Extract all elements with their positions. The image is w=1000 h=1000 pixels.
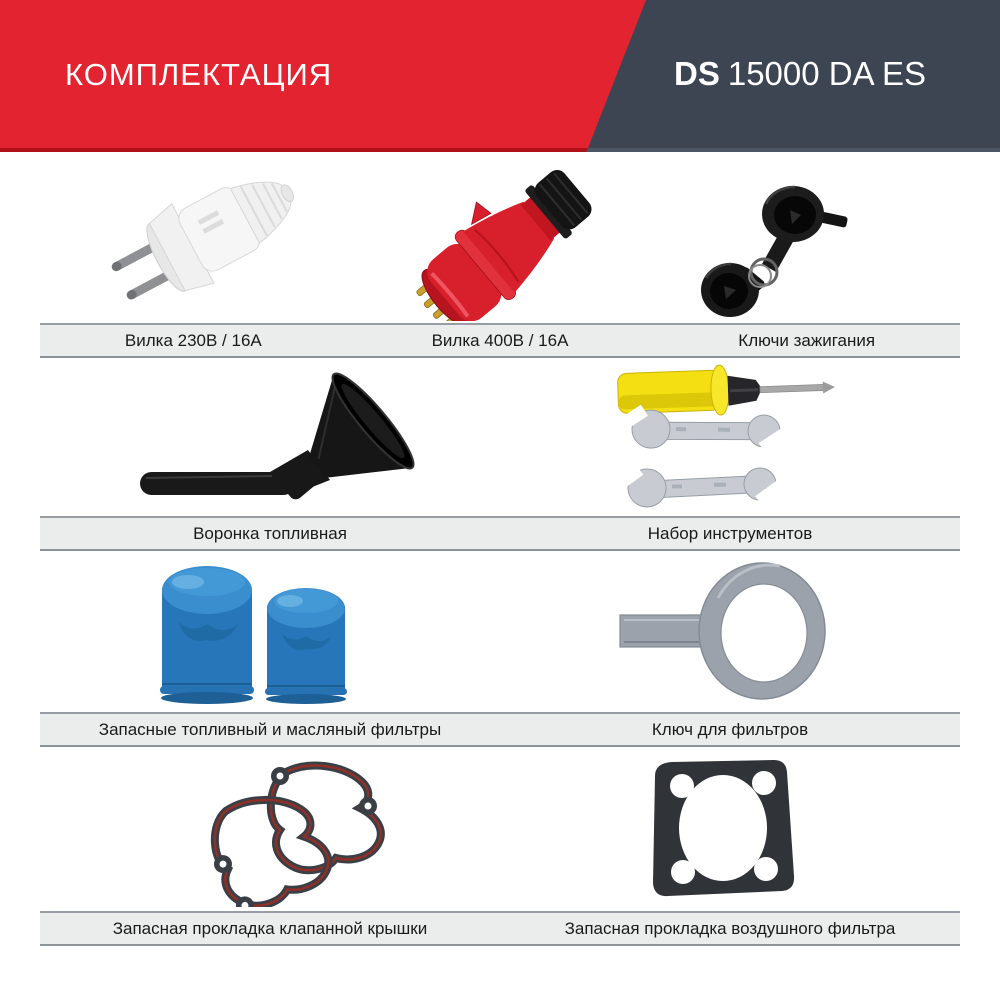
model-name xyxy=(674,55,926,93)
caption-valve-cover-gasket: Запасная прокладка клапанной крышки xyxy=(112,918,428,938)
page-title: КОМПЛЕКТАЦИЯ xyxy=(65,57,333,92)
caption-spare-filters: Запасные топливный и масляный фильтры xyxy=(98,719,442,739)
caption-bar-row2 xyxy=(40,516,960,551)
filter-wrench-image xyxy=(612,558,837,705)
caption-bar-row3 xyxy=(40,712,960,747)
item-ignition-keys xyxy=(700,172,865,320)
caption-bar-row4 xyxy=(40,911,960,946)
ignition-keys-image xyxy=(700,172,865,320)
item-plug-230v xyxy=(88,168,318,320)
caption-air-filter-gasket: Запасная прокладка воздушного фильтра xyxy=(564,918,896,938)
item-fuel-funnel xyxy=(122,360,422,512)
page-header xyxy=(0,0,1000,152)
tool-set-image xyxy=(602,360,842,512)
caption-bar-row1 xyxy=(40,323,960,358)
valve-cover-gasket-image xyxy=(178,760,403,907)
air-filter-gasket-image xyxy=(638,750,806,908)
caption-plug-230v: Вилка 230В / 16А xyxy=(124,330,262,350)
spare-filters-image xyxy=(148,560,363,708)
plug-230v-image xyxy=(88,168,318,320)
item-air-filter-gasket xyxy=(638,750,806,908)
model-suffix: 15000 DA ES xyxy=(727,55,926,92)
item-valve-cover-gasket xyxy=(178,760,403,907)
model-prefix: DS xyxy=(674,55,720,92)
caption-filter-wrench: Ключ для фильтров xyxy=(651,719,809,739)
caption-plug-400v: Вилка 400В / 16А xyxy=(431,330,569,350)
item-tool-set xyxy=(602,360,842,512)
plug-400v-image xyxy=(398,166,603,321)
caption-ignition-keys: Ключи зажигания xyxy=(738,330,876,350)
item-plug-400v xyxy=(398,166,603,321)
caption-tool-set: Набор инструментов xyxy=(647,523,813,543)
fuel-funnel-image xyxy=(122,360,422,512)
item-filter-wrench xyxy=(612,558,837,705)
item-spare-filters xyxy=(148,560,363,708)
caption-fuel-funnel: Воронка топливная xyxy=(193,523,347,543)
